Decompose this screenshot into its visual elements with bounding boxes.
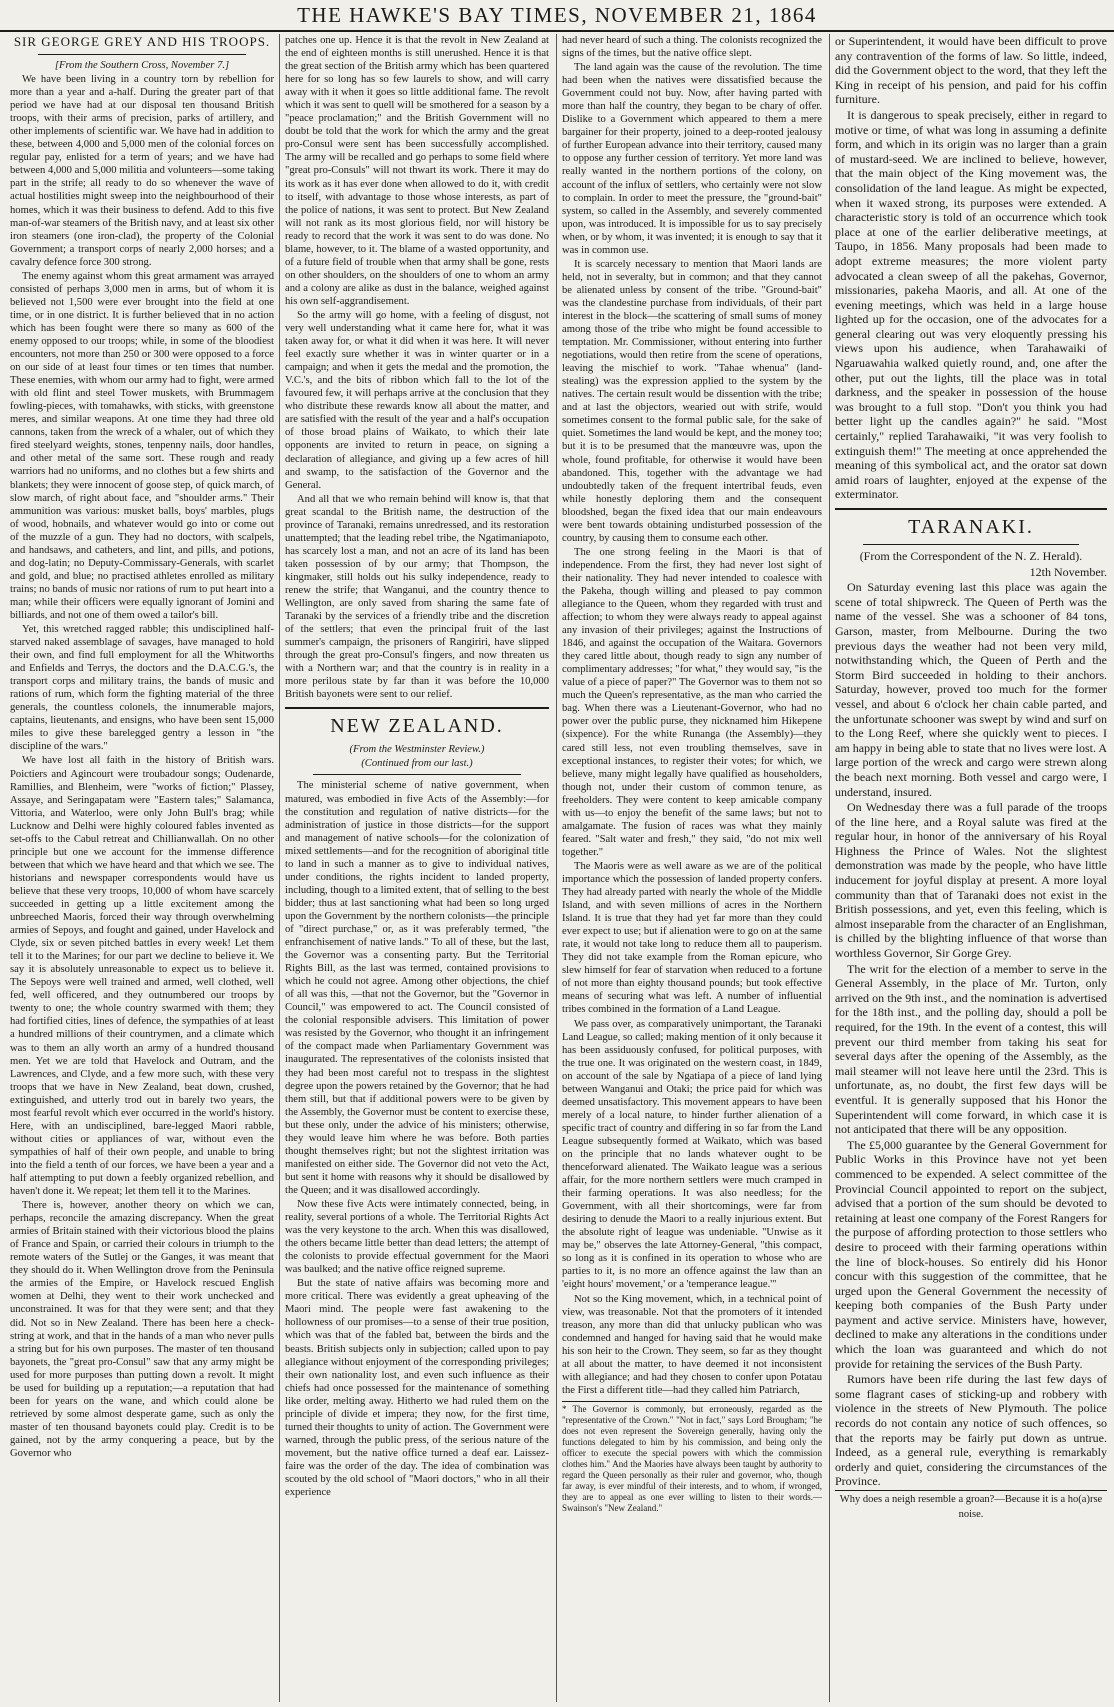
paragraph: It is scarcely necessary to mention that Maori lands are held, not in severalty, but in common; and that they cannot be alienated unless by consent of the tribe. "Ground-bait" was the clandestine purchase from individuals, of their part interest in the block—the scattering of small sums of money among those of the tribe who might be found accessible to temptation. Mr. Commissioner, without entering into further negotiations, would then retire from the scene of operations, leaving the mischief to work. "Tahae whenua" (land-stealing) was the expression applied to the system by the natives. The certain result would be dissention with the tribe; and at last the objectors, wearied out with strife, would sometimes consent to the formal public sale, for the sake of quiet. Sometimes the land would be kept, and the money too; but it is to be presumed that the manœuvre was, upon the whole, found profitable, for otherwise it would have been abandoned. This, together with the advantage we had undoubtedly taken of the frequent intertribal feuds, even while honestly deploring them and the consequent bloodshed, began the fixed idea that our main endeavours were bent towards obtaining undisturbed possession of the country, by causing them to consume each other. [562, 258, 822, 544]
article-source: [From the Southern Cross, November 7.] [54, 60, 230, 71]
paragraph: had never heard of such a thing. The colonists recognized the signs of the times, but the native office slept. [562, 35, 822, 60]
paragraph: The Maoris were as well aware as we are of the political importance which the possession of landed property confers. They had already parted with nearly the whole of the Middle Island, and with seven millions of acres in the Northern Island. It is true that they had yet far more than they could ever expect to use; but if alienation were to go on at the same rate, it would not take long to reduce them all to pauperism. They did not take example from the Roman epicure, who slew himself for fear of starvation when reduced to a fortune of not more than eighty thousand pounds; but took effective means of securing what was left. A number of influential tribes combined in the formation of a Land League. [562, 860, 822, 1016]
divider [38, 54, 246, 55]
column-3 [562, 34, 822, 1702]
column-2 [285, 34, 549, 1702]
masthead: THE HAWKE'S BAY TIMES, NOVEMBER 21, 1864 [0, 0, 1114, 32]
paragraph: The writ for the election of a member to serve in the General Assembly, in the place of Mr. Turton, only arrived on the 9th inst., and the nomination is advertised for the 18th inst., and the polling day, should a poll be required, for the 19th. In the event of a contest, this will prevent our third member from taking his seat for several days after the opening of the Assembly, as the mail steamer will not leave here until the 23rd. This is unfortunate, as, no doubt, the first few days will be eventful. It is generally supposed that his Honor the Superintendent will come forward, in which case it is not anticipated that there will be any opposition. [835, 961, 1107, 1137]
paragraph: The ministerial scheme of native government, when matured, was embodied in five Acts of the Assembly:—for the constitution and regulation of native districts—for the administration of justice in those districts—for the support and management of native schools—for the colonization of mixed settlements—and for the recognition of aboriginal title to land in such a manner as to give to individual natives, under conditions, the rights incident to landed property, including, though to a limited extent, that of selling to the best bidder; thus at last sanctioning what had been so long urged upon the Government by the northern colonists—the principle of "direct purchase," or, as it was preferably termed, "the enfranchisement of native lands." To all of these, but the last, the Governor was a consenting party. But the Territorial Rights Bill, as the last was termed, contained provisions to which he could not agree. Among other objections, the chief of all was this, —that not the Governor, but the "Governor in Council," was empowered to act. The Council consisted of the colonial responsible advisers. This limitation of power was resisted by the Governor, who thought it an infringement of the compact made when Parliamentary Government was inaugurated. The representatives of the colonists insisted that they had been most careful not to trespass in the slightest degree upon the powers retained by the Governor; that he had them still, but that if additional powers were to be given by the Assembly, the Governor must be content to exercise these, but these only, under the advice of his ministers; otherwise, they would leave him where he was before. Both parties thought themselves right; but not the slightest irritation was manifested on either side. The Governor did not veto the Act, but sent it home with reasons why it should be disallowed by the Queen; and it was disallowed accordingly. [285, 780, 549, 1196]
paragraph: We have been living in a country torn by rebellion for more than a year and a-half. During the greater part of that period we have had at our disposal ten thousand British troops, with their arms of precision, parks of artillery, and other implements of scientific war. We have had in addition to these, between 4,000 and 5,000 men of the colonial forces on regular pay, enlisted for a term of years; and we have had between 4,000 and 5,000 militia and volunteers—some taking part in the strife; all ready to do so whenever the wave of actual hostilities might sweep into the neighbourhood of their homes, which it was their business to defend. Add to this five man-of-war steamers of the British navy, and at least six other iron steamers (one iron-clad), the property of the Colonial Government; a transport corps of nearly 2,000 horses; and a cavalry defence force 300 strong. [10, 74, 274, 268]
article-headline: TARANAKI. [908, 516, 1034, 538]
article-source: (From the Westminster Review.) [349, 744, 485, 756]
paragraph: There is, however, another theory on which we can, perhaps, reconcile the amazing discrepancy. When the great armies of Britain stained with their victorious blood the plains of France and Spain, or carried their colours in triumph to the remote waters of the Sutlej or the Ganges, it was meant that they should do it. When Wellington drove from the Peninsula the armies of the Empire, or Havelock rescued English women at Delhi, they went to their work unchecked and unconstrained. It was for that they were sent; and that they did. Not so in New Zealand. There has been here a check-string at work, and that in the hands of a man who never pulls a string but for his own purposes. The master of ten thousand bayonets, the "great pro-Consul" saw that any army might be used for more purposes than putting down a revolt. It might be used for building up a reputation;—a reputation that had been for years on the wane, and which could alone be retrieved by some almost desperate game, such as only the master of ten thousand bayonets could play. Credit is to be gained, not by the army conquering a peace, but by the Governor who [10, 1200, 274, 1459]
paragraph: It is dangerous to speak precisely, either in regard to motive or time, of what was long in assuming a definite form, and which in its origin was no larger than a grain of mustard-seed. We are inclined to believe, however, that the main object of the King movement was, the consolidation of the land league. As might be expected, when it waxed strong, its purposes were extended. A characteristic story is told of an occurrence which took place at one of the earlier deliberative meetings, at Taupo, in 1856. Many proposals had been made to adopt extreme measures; the more violent party advocated a clean sweep of all the pakehas, Governor, missionaries, pakeha Maoris, and all. At one of the evening meetings, which was held in a large house lighted up for the occasion, one of the advocates for a general clearing out was very eloquently pressing his views upon his audience, when Tarahawaiki of Ngaruawahia walked quietly round, and, one after the other, put out the lights, till the place was in total darkness, and the speaker in possession of the house was brought to a full stop. "Don't you think you had better light up the candles again?" he said. "Most certainly," replied Tarahawaiki, "it was very foolish to extinguish them!" The meeting at once apprehended the meaning of this symbolical act, and the orator sat down amid roars of laughter, enjoyed at the expense of the exterminator. [835, 107, 1107, 502]
riddle: Why does a neigh resemble a groan?—Because it is a ho(a)rse noise. [835, 1490, 1107, 1522]
paragraph: On Wednesday there was a full parade of the troops of the line here, and a Royal salute was fired at the regular hour, in honor of the anniversary of his Royal Highness the Prince of Wales. Not the slightest demonstration was made by the people, who have little inducement for joyful display at present. A more loyal community than that of Taranaki does not exist in the British possessions, and yet, even this feeling, which is almost inseparable from the character of an Englishman, is chilled by the blighting influence of that worse than worthless Governor, Sir Gorge Grey. [835, 800, 1107, 961]
paragraph: The enemy against whom this great armament was arrayed consisted of perhaps 3,000 men in arms, but of whom it is believed not 1,500 were ever brought into the field at one time, or in one district. It is further believed that in no action which has been fought were there so many as 600 of the enemy opposed to our troops; while, in some of the bloodiest encounters, not more than 250 or 300 were opposed to a force on our side of at least four times or ten times that number. These enemies, with whom our army had to fight, were armed with old flint and steel Tower muskets, with Brummagem fowling-pieces, with tomahawks, with sticks, with greenstone meres, and similar weapons. At one time they had three old cannons, taken from the wreck of a whaler, out of which they fired steelyard weights, stones, tenpenny nails, door handles, and other metal of the same sort. These rough and ready warriors had no uniforms, and no clothes but a few shirts and blankets; they were innocent of goose step, of quick march, of slow march, of right about face, and "shoulder arms." Their ammunition was various: musket balls, boys' marbles, plugs of wood, hobnails, and whatever would go into or come out of the muzzle of a gun. They had no doctors, with scalpels, and handsaws, and catheters, and lint, and pills, and potions, and dog-latin; no Deputy-Commissary-Generals, with scarlet and gold, and blue; no practised athletes enrolled as military trains; no bands of music nor rations of rum to put heart into a man; while their officers were equally ignorant of Jomini and billiards, and not one of them owed a tailor's bill. [10, 270, 274, 621]
paragraph: On Saturday evening last this place was again the scene of total shipwreck. The Queen of Perth was the name of the vessel. She was a schooner of 84 tons, Garson, master, from Melbourne. During the two previous days the weather had not been very mild, notwithstanding which, the Queen of Perth and the Storm Bird succeeded in holding to their anchors. Saturday, however, proved too much for the former vessel, and about 6 o'clock her chain cable parted, and the unfortunate schooner was swept by wind and surf on to the Long Reef, where she quickly went to pieces. I am happy in being able to state that no lives were lost. A large portion of the wreck and cargo were strewn along the beach next morning. Both vessel and cargo were, I understand, insured. [835, 580, 1107, 799]
dateline: 12th November. [1029, 564, 1107, 579]
paragraph: The £5,000 guarantee by the General Government for Public Works in this Province have not yet been commenced to be expended. A select committee of the Provincial Council appointed to report on the subject, advised that a portion of the sum should be devoted to retaining at least one company of the Forest Rangers for the purpose of affording protection to those settlers who desire to proceed with their farming operations within the line of block-houses. So entirely did his Honor concur with this suggestion of the committee, that he urged upon the General Government the necessity of keeping both companies of the Bush Party under payment and active service. Ministers have, however, declined to make any alterations in the conditions under which the loan was guaranteed and which do not provide for retaining the services of the Bush Party. [835, 1137, 1107, 1371]
column-rule [556, 34, 557, 1702]
paragraph: We have lost all faith in the history of British wars. Poictiers and Agincourt were troubadour songs; Oudenarde, Ramillies, and Blenheim, were "works of fiction;" Plassey, Assaye, and Seringapatam were "Eastern tales;" Salamanca, Vittoria, and Waterloo, were only John Bull's brag; while Lucknow and Delhi were highly coloured fables invented as set-offs to the Cabul retreat and Chillianwallah. On no other principle but one we account for the immense difference between that which we have heard and that which we see. The historians and newspaper correspondents would have us believe that these very troops, 10,000 of whom have scarcely succeeded in getting up a little excitement among the unbreeched Maoris, forced their way through overwhelming armies of Sepoys, and fought and gained, under Havelock and Clyde, six or seven pitched battles in every week! Let them tell it to the Marines; for our part we decline to believe it. We say it is absolutely unreasonable to expect us to believe it. The Sepoys were well trained and armed, well clothed, well fed, well officered, and they outnumbered our troops by twenty to one; the whole country swarmed with them; they had fortified cities, lines of defence, the sympathies of at least a hundred millions of their countrymen, and a climate which was to them an ally worth an army of a hundred thousand men. Yet we are told that Havelock and Outram, and the Lawrences, and Clyde, and a few more such, with these very troops that we have in New Zealand, beat down, crushed, extinguished, and utterly trod out in barely two years, the most fearful revolt which ever occurred in the world's history. Here, with an undisciplined, bare-legged Maori rabble, without cities or appliances of war, without even the sympathies of half of their own people, and unable to bring into the field a tenth of our forces, we have been a year and a half attempting to put down a feebly organized rebellion, and haven't done it. We repeat; let them tell it to the Marines. [10, 755, 274, 1198]
paragraph: The land again was the cause of the revolution. The time had been when the natives were dissatisfied because the Government could not buy. Now, after having parted with more than half the country, they began to be chary of offer. Dislike to a Government which appeared to them a mere bargainer for their property, joined to a deep-rooted jealousy of further European advance into their territory, caused many to oppose any further cession of territory. Yet more land was really wanted in the northern portions of the colony, on account of the influx of settlers, who certainly were not slow to complain. In order to meet the pressure, the "ground-bait" system, so called in the Assembly, and severely commented upon, was introduced. It is impossible for us to say precisely when, or by whom, it was invented; it is enough to say that it was in common use. [562, 62, 822, 256]
footnote: * The Governor is commonly, but erroneously, regarded as the "representative of the Crown." "Not in fact," says Lord Brougham; "he does not even represent the Sovereign generally, having only the functions delegated to him by his commission, and being only the officer to execute the special powers with which the commission clothes him." And the Maories have always been taught by authority to regard the Queen personally as their ruler and governor, who, though far away, is ever mindful of their interests, and to whom, if wronged, they are to appeal as one ever willing to listen to their words.—Swainson's "New Zealand." [562, 1401, 822, 1514]
paragraph: Rumors have been rife during the last few days of some flagrant cases of sticking-up and robbery with violence in the streets of New Plymouth. The police records do not contain any notice of such offences, so that the reports may be fairly put down as untrue. Indeed, as a general rule, everything is remarkably orderly and quiet, considering the circumstances of the Province. [835, 1372, 1107, 1489]
column-1 [10, 34, 274, 1702]
paragraph: The one strong feeling in the Maori is that of independence. From the first, they had never lost sight of their nationality. They had never intended to coalesce with the Pakeha, though willing and pleased to pay common allegiance to the Queen, whom they regarded with trust and affection; to whom they were always ready to appeal against any invasion of their privileges; against the Instructions of 1846, and against the occupation of the Waitara. Governors they cared little about, though ready to sign any number of complimentary addresses; "for what," they would say, "is the value of a piece of paper?" The Governor was to them not so much the Queen's representative, as the man who carried the bag. When there was a Lieutenant-Governor, who had no power over the public purse, they nicknamed him Hikepene (sixpence). For the white Runanga (the Assembly)—they cared still less, not even troubling themselves, save in exceptional instances, to register their votes; for which, we believe, many might legally have qualified as householders, though not, under their custom of common tenure, as freeholders. They were content to keep amicable company with us—to enjoy the benefit of the same laws; but not to amalgamate. The fusion of races was what they mainly feared. "Salt water and fresh," they said, "do not mix well together." [562, 546, 822, 858]
article-source: (From the Correspondent of the N. Z. Herald). [859, 549, 1083, 563]
divider [863, 544, 1079, 545]
divider [835, 508, 1107, 510]
paragraph: or Superintendent, it would have been difficult to prove any contravention of the forms of law. So little, indeed, did the Government object to the word, that they left the King in receipt of his pension, and paid for his coffin furniture. [835, 34, 1107, 107]
article-headline: NEW ZEALAND. [330, 715, 504, 738]
divider [285, 707, 549, 709]
article-headline: SIR GEORGE GREY AND HIS TROOPS. [13, 34, 271, 49]
paragraph: patches one up. Hence it is that the revolt in New Zealand at the end of eighteen months is still unerushed. Hence it is that the great section of the British army which has been quartered here for so long has so few laurels to show, and will carry away with it when it goes so little additional fame. The revolt which it was sent to quell will be smothered for a season by a "peace proclamation;" and the British Government will no doubt be told that the work for which the army and the great pro-Consul were sent has been successfully accomplished. The army will be recalled and go perhaps to some field where "great pro-Consuls" will not thwart its work. There it may do its work as it has ever done when allowed to do it, with credit to itself, with advantage to those whose interests, as part of the police of nations, it was sent to protect. But New Zealand will not rank as its most glorious field, nor will history be ready to record that the work it was sent to do was done. No blame, however, to it. The blame of a wasted opportunity, and of a future field of trouble when that army shall be gone, rests on other shoulders, on the shoulders of one to whom an army and a colony are alike as dust in the balance, weighed against his own self-aggrandisement. [285, 35, 549, 307]
article-continued: (Continued from our last.) [361, 758, 473, 770]
column-rule [279, 34, 280, 1702]
paragraph: And all that we who remain behind will know is, that that great scandal to the British name, the destruction of the province of Taranaki, remains unredressed, and its restoration unattempted; that the leading rebel tribe, the Ngatimaniapoto, has scarcely lost a man, and not an acre of its land has been taken possession of by our army; that Thompson, the kingmaker, still holds out his sulky independence, ready to renew the strife; that Wanganui, and the country thence to Wellington, are only saved from sharing the same fate of Taranaki by the services of a friendly tribe and the discretion of the settlers; that even the principal fruit of the last summer's campaign, the prisoners of Rangiriri, have slipped through the great pro-Consul's fingers, and now threaten us with a Northern war; and that the country is in reality in a more perilous state by far than it was before the 10,000 British bayonets were sent to our relief. [285, 493, 549, 701]
column-4 [835, 34, 1107, 1702]
column-rule [829, 34, 830, 1702]
paragraph: Now these five Acts were intimately connected, being, in reality, several portions of a whole. The Territorial Rights Act was the very keystone to the arch. When this was disallowed, the others became little better than dead letters; the attempt of the colonists to provide effectual government for the Maori was baulked; and the native office reigned supreme. [285, 1198, 549, 1276]
paragraph: Not so the King movement, which, in a technical point of view, was treasonable. Not that the promoters of it intended treason, any more than did that unlucky publican who was condemned and hanged for having said that he would make his son heir to the Crown. They seem, so far as they thought at all about the matter, to have deemed it not inconsistent with allegiance; and had they chosen to confer upon Potatau the First a different title—had they called him Patriarch, [562, 1293, 822, 1396]
paragraph: But the state of native affairs was becoming more and more critical. There was evidently a great upheaving of the Maori mind. The people were fast awakening to the hollowness of our promises—to a sense of their true position, which was that of the fabled bat, between the birds and the beasts. British subjects only in subjection; called upon to pay allegiance without enjoyment of the corresponding privileges; their own nationality lost, and even such influence as their chiefs had once possessed for the maintenance of something like order, melting away. Hitherto we had ruled them on the principle of divide et impera; they now, for the first time, turned their thoughts to unity of action. The Government were warned, through the public press, of the serious nature of the movement, but the native office turned a deaf ear. Laissez-faire was the order of the day. The idea of combination was scouted by the old school of "Maori doctors," who in all their experience [285, 1278, 549, 1499]
divider [313, 774, 521, 775]
paragraph: Yet, this wretched ragged rabble; this undisciplined half-starved naked assemblage of savages, have managed to hold their own, and find full employment for all the Whitworths and Enfields and Terrys, the doctors and the D.A.C.G.'s, the transport corps and military trains, the bands of music and rations of rum, which form the fighting material of the three generals, the countless colonels, the innumerable majors, captains, lieutenants, and ensigns, who have been sent 15,000 miles to give these barelegged gentry a lesson in "the discipline of the wars." [10, 624, 274, 753]
paragraph: So the army will go home, with a feeling of disgust, not very well understanding what it came here for, what it was taken away for, or what it did when it was here. It will never feel exactly sure whether it was in winter quarter or in a campaign; and when it gets the medal and the promotion, the V.C.'s, and the bits of ribbon which fall to the lot of the favoured few, it will perhaps arrive at the conclusion that they who distribute these rewards know all about the matter, and are satisfied with the result of the year and a half's occupation of those broad plains of Waikato, to which their late opponents are invited to return in peace, on signing a declaration of allegiance, and giving up a few acres of hill and swamp, to the satisfaction of the Governor and the General. [285, 309, 549, 491]
paragraph: We pass over, as comparatively unimportant, the Taranaki Land League, so called; making mention of it only because it has been assiduously confused, for political purposes, with the true one. It was originated on the western coast, in 1849, on account of the sale by Ngatiapa of a piece of land lying between Wanganui and Otaki; the price paid for which was deemed unsatisfactory. This movement appears to have been merely of a local nature, to hinder further alienation of a specific tract of country and differing in so far from the Land League subsequently formed at Waikato, which was based on the principle that no lands whatever ought to be thenceforward alienated. The Waikato league was a serious affair, for the more northern settlers were much cramped in their farming operations. It was also needless; for the Government, with all their shortcomings, were far from desiring to denude the Maori to a really injurious extent. But the absolute right of league was undeniable. "Unwise as it may be," observes the late Attorney-General, "this compact, so long as it is confined in its operation to whose who are parties to it, is no more an offence against the law than an 'eight hours' movement,' or a 'temperance league.'" [562, 1018, 822, 1291]
